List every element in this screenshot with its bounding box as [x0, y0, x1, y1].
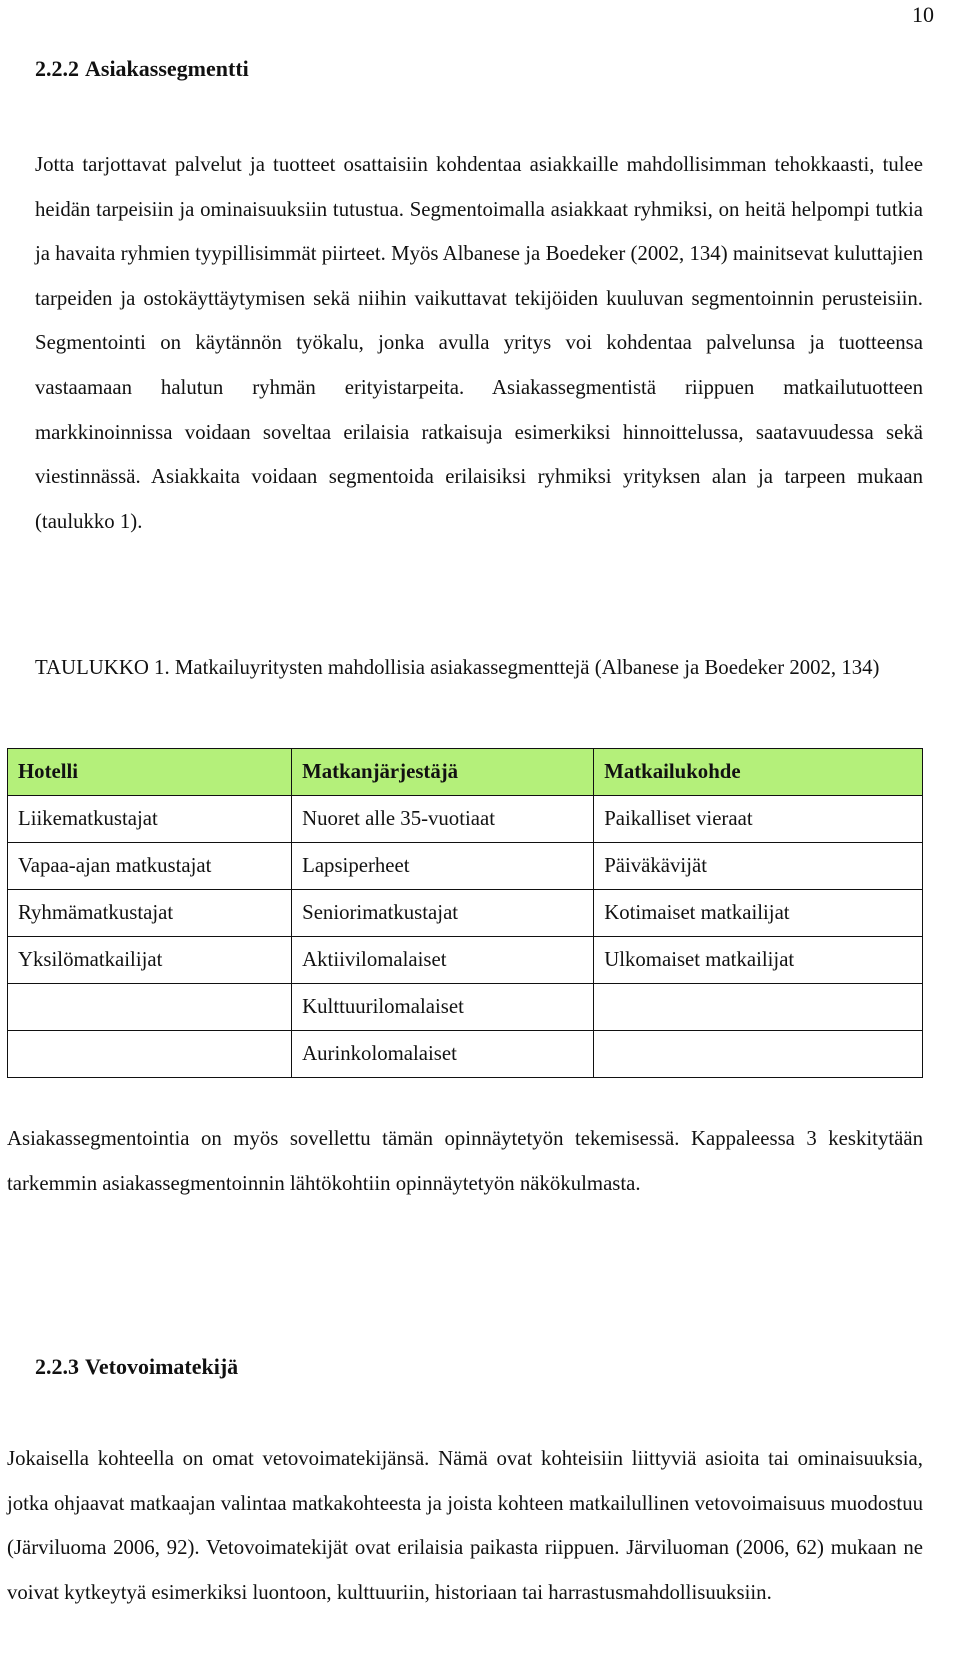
- table-cell: Aktiivilomalaiset: [292, 937, 594, 984]
- table-header-cell: Hotelli: [8, 749, 292, 796]
- table-cell: Aurinkolomalaiset: [292, 1031, 594, 1078]
- section-number: 2.2.3: [35, 1354, 79, 1379]
- section-heading-asiakassegmentti: [35, 56, 249, 82]
- table-row: [8, 796, 923, 843]
- table-row: [8, 1031, 923, 1078]
- table-cell: [8, 1031, 292, 1078]
- table-header-cell: Matkailukohde: [594, 749, 923, 796]
- table-cell: Lapsiperheet: [292, 843, 594, 890]
- body-paragraph: Jotta tarjottavat palvelut ja tuotteet osattaisiin kohdentaa asiakkaille mahdollisimman tehokkaasti, tulee heidän tarpeisiin ja ominaisuuksiin tutustua. Segmentoimalla asiakkaat ryhmiksi, on heitä helpompi tutkia ja havaita ryhmien tyypillisimmät piirteet. Myös Albanese ja Boedeker (2002, 134) mainitsevat kuluttajien tarpeiden ja ostokäyttäytymisen sekä niihin vaikuttavat tekijöiden kuuluvan segmentoinnin perusteisiin. Segmentointi on käytännön työkalu, jonka avulla yritys voi kohdentaa palvelunsa ja tuotteensa vastaamaan halutun ryhmän erityistarpeita. Asiakassegmentistä riippuen matkailutuotteen markkinoinnissa voidaan soveltaa erilaisia ratkaisuja esimerkiksi hinnoittelussa, saatavuudessa sekä viestinnässä. Asiakkaita voidaan segmentoida erilaisiksi ryhmiksi yrityksen alan ja tarpeen mukaan (taulukko 1).: [35, 153, 923, 533]
- table-cell: Liikematkustajat: [8, 796, 292, 843]
- segment-table: [7, 748, 923, 1078]
- table-cell: Paikalliset vieraat: [594, 796, 923, 843]
- table-cell: Kotimaiset matkailijat: [594, 890, 923, 937]
- table-header-row: [8, 749, 923, 796]
- table-cell: Päiväkävijät: [594, 843, 923, 890]
- table-cell: Ulkomaiset matkailijat: [594, 937, 923, 984]
- section-title: Asiakassegmentti: [85, 56, 249, 81]
- table-cell: Seniorimatkustajat: [292, 890, 594, 937]
- table-row: [8, 843, 923, 890]
- table-row: [8, 937, 923, 984]
- section-title: Vetovoimatekijä: [85, 1354, 239, 1379]
- page-number: 10: [912, 2, 934, 27]
- section-number: 2.2.2: [35, 56, 79, 81]
- table-cell: [8, 984, 292, 1031]
- table-row: [8, 984, 923, 1031]
- section-heading-vetovoimatekija: [35, 1354, 238, 1380]
- body-paragraph: Jokaisella kohteella on omat vetovoimatekijänsä. Nämä ovat kohteisiin liittyviä asioita tai ominaisuuksia, jotka ohjaavat matkaajan valintaa matkakohteesta ja joista kohteen matkailullinen vetovoimaisuus muodostuu (Järviluoma 2006, 92). Vetovoimatekijät ovat erilaisia paikasta riippuen. Järviluoman (2006, 62) mukaan ne voivat kytkeytyä esimerkiksi luontoon, kulttuuriin, historiaan tai harrastusmahdollisuuksiin.: [7, 1447, 923, 1604]
- table-row: [8, 890, 923, 937]
- table-header-cell: Matkanjärjestäjä: [292, 749, 594, 796]
- table-caption: TAULUKKO 1. Matkailuyritysten mahdollisia asiakassegmenttejä (Albanese ja Boedeker 2002, 134): [35, 656, 880, 679]
- table-cell: Nuoret alle 35-vuotiaat: [292, 796, 594, 843]
- table-cell: Yksilömatkailijat: [8, 937, 292, 984]
- body-paragraph: Asiakassegmentointia on myös sovellettu tämän opinnäytetyön tekemisessä. Kappaleessa 3 keskitytään tarkemmin asiakassegmentoinnin lähtökohtiin opinnäytetyön näkökulmasta.: [7, 1127, 923, 1195]
- table-cell: Ryhmämatkustajat: [8, 890, 292, 937]
- table-cell: Vapaa-ajan matkustajat: [8, 843, 292, 890]
- table-cell: Kulttuurilomalaiset: [292, 984, 594, 1031]
- table-cell: [594, 1031, 923, 1078]
- table-cell: [594, 984, 923, 1031]
